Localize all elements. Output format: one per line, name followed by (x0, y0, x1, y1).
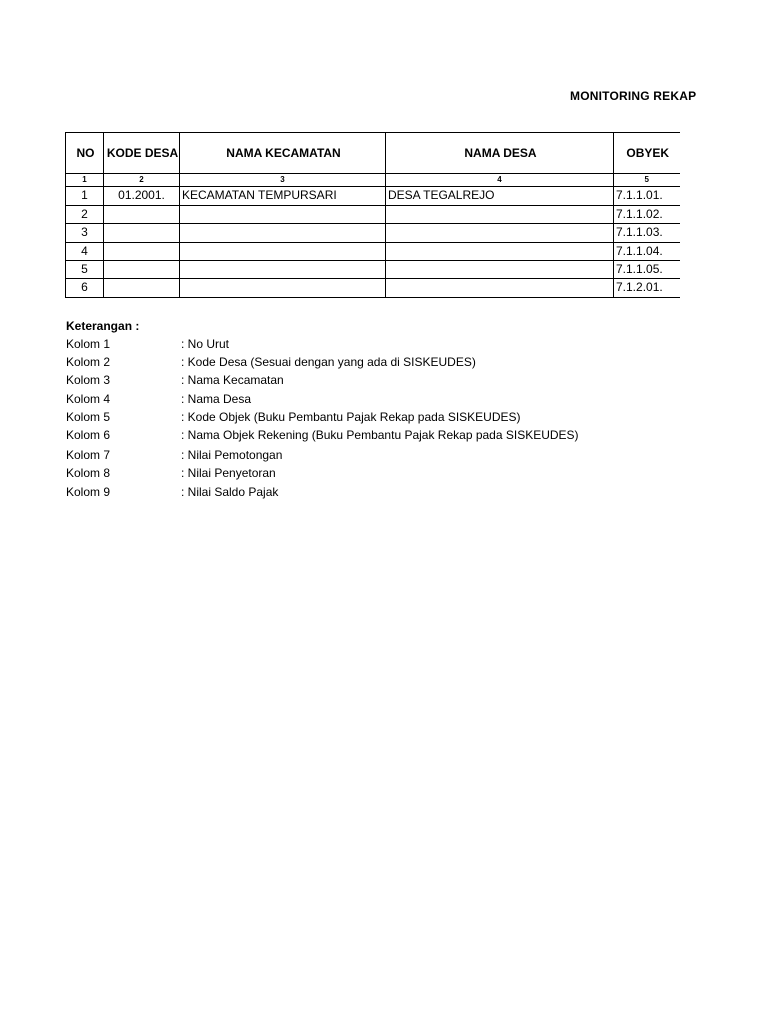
cell-no: 4 (66, 242, 104, 260)
note-key: Kolom 1 (66, 337, 111, 351)
cell-obyek: 7.1.1.05. (614, 261, 680, 279)
note-line (66, 446, 579, 464)
table-row (66, 261, 680, 279)
note-key: Kolom 2 (66, 355, 111, 370)
table-row (66, 187, 680, 205)
note-value: : Nama Kecamatan (181, 373, 284, 388)
table-row (66, 242, 680, 260)
note-value: : Nama Objek Rekening (Buku Pembantu Pajak Rekap pada SISKEUDES) (181, 427, 579, 442)
cell-desa: DESA TEGALREJO (386, 187, 614, 205)
note-line (66, 426, 579, 444)
note-value: : Nilai Pemotongan (181, 448, 283, 463)
cell-kode-desa (104, 242, 180, 260)
cell-obyek: 7.1.2.01. (614, 279, 680, 298)
cell-kode-desa (104, 224, 180, 242)
monitoring-table (65, 132, 680, 298)
cell-kode-desa (104, 205, 180, 223)
note-line (66, 353, 579, 371)
cell-obyek: 7.1.1.04. (614, 242, 680, 260)
note-key: Kolom 8 (66, 466, 111, 481)
note-line (66, 390, 579, 408)
cell-kecamatan (180, 205, 386, 223)
note-key: Kolom 5 (66, 409, 111, 424)
page-title: MONITORING REKAP (570, 89, 697, 103)
cell-no: 6 (66, 279, 104, 298)
column-number-row (66, 173, 680, 186)
cell-kode-desa (104, 261, 180, 279)
cell-kode-desa: 01.2001. (104, 187, 180, 205)
note-line (66, 464, 579, 482)
note-value: : Nama Desa (181, 391, 252, 406)
table-row (66, 279, 680, 298)
note-value: : Nilai Penyetoran (181, 466, 276, 481)
cell-no: 3 (66, 224, 104, 242)
cell-desa (386, 279, 614, 298)
note-line (66, 483, 579, 501)
note-key: Kolom 6 (66, 427, 111, 442)
cell-desa (386, 224, 614, 242)
cell-no: 1 (66, 187, 104, 205)
table-header-row (66, 133, 680, 174)
notes-heading: Keterangan : (66, 319, 140, 333)
note-key: Kolom 9 (66, 484, 111, 499)
col-number: 1 (66, 173, 104, 186)
table-row (66, 224, 680, 242)
cell-obyek: 7.1.1.03. (614, 224, 680, 242)
header-kode-desa: KODE DESA (104, 133, 180, 174)
cell-kecamatan (180, 242, 386, 260)
cell-obyek: 7.1.1.01. (614, 187, 680, 205)
note-value: : Nilai Saldo Pajak (181, 484, 279, 499)
cell-desa (386, 242, 614, 260)
note-key: Kolom 4 (66, 391, 111, 406)
col-number: 3 (180, 173, 386, 186)
col-number: 4 (386, 173, 614, 186)
cell-kecamatan: KECAMATAN TEMPURSARI (180, 187, 386, 205)
cell-kecamatan (180, 279, 386, 298)
cell-no: 2 (66, 205, 104, 223)
notes-section (66, 317, 579, 501)
cell-desa (386, 205, 614, 223)
cell-kode-desa (104, 279, 180, 298)
col-number: 2 (104, 173, 180, 186)
col-number: 5 (614, 173, 680, 186)
cell-no: 5 (66, 261, 104, 279)
header-nama-desa: NAMA DESA (386, 133, 614, 174)
note-value: : Kode Desa (Sesuai dengan yang ada di SISKEUDES) (181, 355, 476, 370)
note-key: Kolom 3 (66, 373, 111, 388)
note-value: : Kode Objek (Buku Pembantu Pajak Rekap pada SISKEUDES) (181, 409, 521, 424)
note-line (66, 335, 579, 353)
header-obyek: OBYEK (614, 133, 680, 174)
table-row (66, 205, 680, 223)
cell-kecamatan (180, 261, 386, 279)
cell-desa (386, 261, 614, 279)
header-no: NO (66, 133, 104, 174)
note-line (66, 408, 579, 426)
cell-kecamatan (180, 224, 386, 242)
header-nama-kecamatan: NAMA KECAMATAN (180, 133, 386, 174)
note-key: Kolom 7 (66, 448, 111, 463)
note-value: : No Urut (181, 337, 230, 351)
note-line (66, 371, 579, 389)
cell-obyek: 7.1.1.02. (614, 205, 680, 223)
